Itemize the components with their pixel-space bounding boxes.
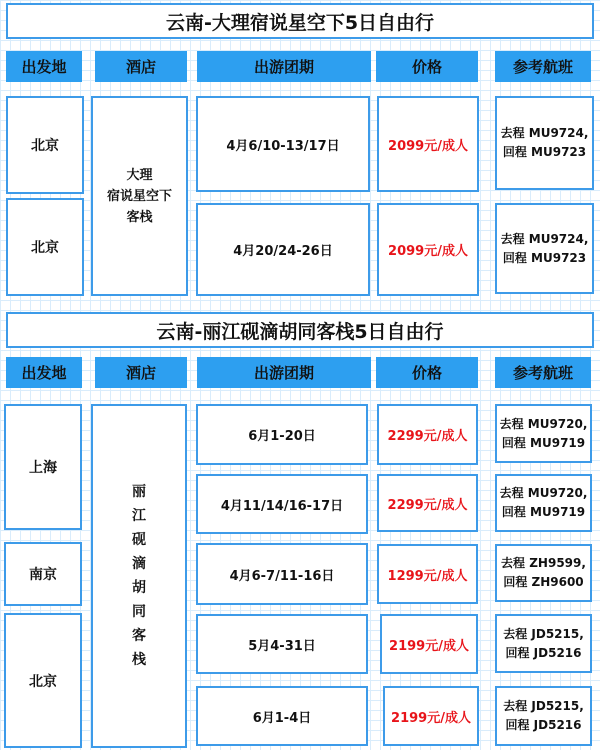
header-price: 价格 — [376, 357, 478, 388]
price: 2299元/成人 — [377, 474, 478, 532]
price: 2199元/成人 — [380, 614, 478, 674]
hotel-name-text: 丽江砚滴胡同客栈 — [132, 484, 146, 668]
tour-dates: 4月6/10-13/17日 — [196, 96, 370, 192]
price: 1299元/成人 — [377, 544, 478, 604]
price: 2099元/成人 — [377, 203, 479, 296]
flight-info: 去程 JD5215, 回程 JD5216 — [495, 614, 592, 673]
flight-info: 去程 MU9720, 回程 MU9719 — [495, 404, 592, 463]
tour-dates: 6月1-4日 — [196, 686, 368, 746]
tour-dates: 6月1-20日 — [196, 404, 368, 465]
flight-info: 去程 MU9724, 回程 MU9723 — [495, 96, 594, 190]
header-price: 价格 — [376, 51, 478, 82]
flight-info: 去程 JD5215, 回程 JD5216 — [495, 686, 592, 746]
tour-dates: 4月11/14/16-17日 — [196, 474, 368, 534]
section1-title: 云南-大理宿说星空下5日自由行 — [6, 3, 594, 39]
departure-city: 北京 — [4, 613, 82, 748]
tour-dates: 5月4-31日 — [196, 614, 368, 674]
hotel-name: 大理 宿说星空下 客栈 — [91, 96, 188, 296]
hotel-name — [91, 404, 187, 748]
header-flight: 参考航班 — [495, 51, 591, 82]
departure-city: 北京 — [6, 96, 84, 194]
header-departure: 出发地 — [6, 51, 82, 82]
departure-city: 南京 — [4, 542, 82, 606]
departure-city: 北京 — [6, 198, 84, 296]
price: 2299元/成人 — [377, 404, 478, 465]
flight-info: 去程 ZH9599, 回程 ZH9600 — [495, 544, 592, 602]
price: 2199元/成人 — [383, 686, 479, 746]
header-dates: 出游团期 — [197, 357, 371, 388]
flight-info: 去程 MU9720, 回程 MU9719 — [495, 474, 592, 532]
header-flight: 参考航班 — [495, 357, 591, 388]
header-hotel: 酒店 — [95, 51, 187, 82]
price: 2099元/成人 — [377, 96, 479, 192]
header-dates: 出游团期 — [197, 51, 371, 82]
section2-title: 云南-丽江砚滴胡同客栈5日自由行 — [6, 312, 594, 348]
header-departure: 出发地 — [6, 357, 82, 388]
tour-dates: 4月6-7/11-16日 — [196, 543, 368, 605]
tour-dates: 4月20/24-26日 — [196, 203, 370, 296]
flight-info: 去程 MU9724, 回程 MU9723 — [495, 203, 594, 294]
header-hotel: 酒店 — [95, 357, 187, 388]
departure-city: 上海 — [4, 404, 82, 530]
